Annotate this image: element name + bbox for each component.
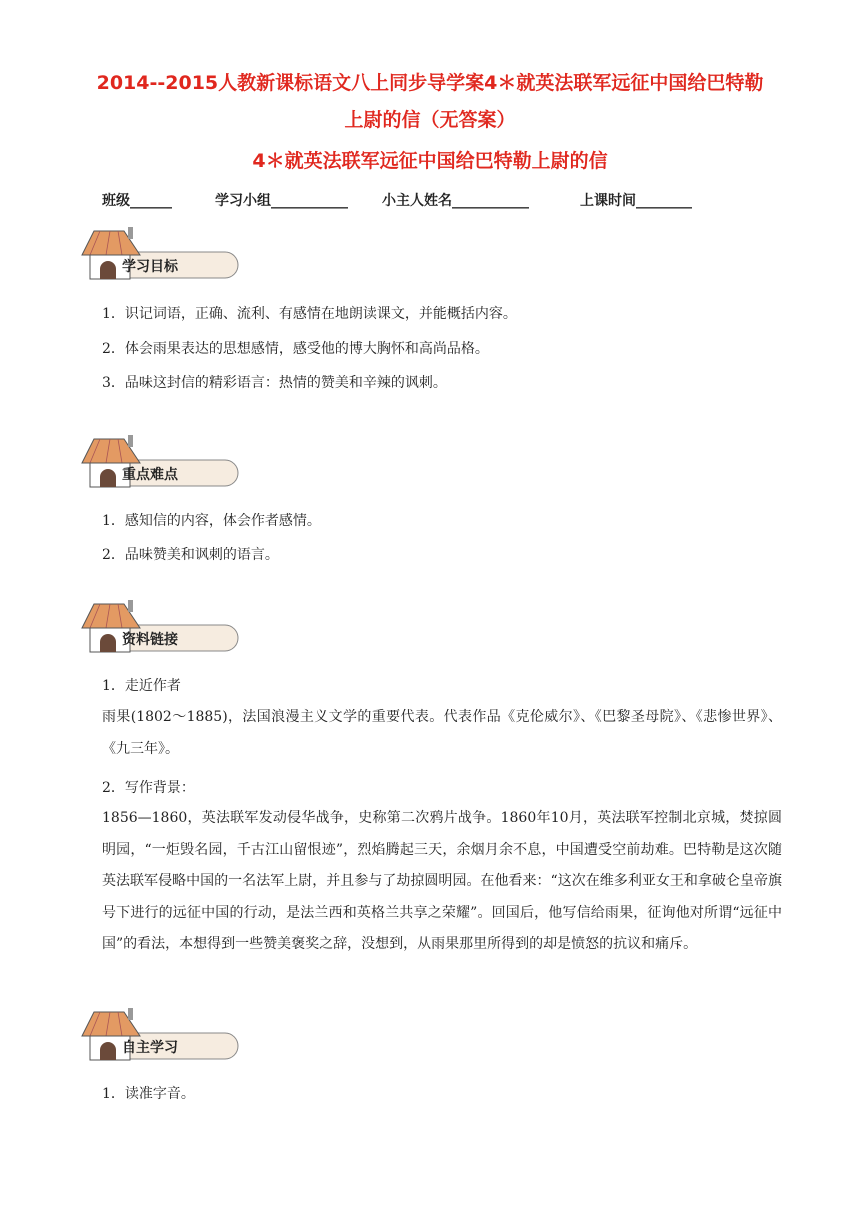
section-heading: 自主学习 <box>122 1040 178 1056</box>
section-badge-self-study <box>80 1006 240 1066</box>
section-heading: 学习目标 <box>122 259 178 275</box>
list-item-title: 2．写作背景： <box>102 780 195 796</box>
study-group-field: 学习小组___________ <box>215 193 348 209</box>
list-item: 2．体会雨果表达的思想感情，感受他的博大胸怀和高尚品格。 <box>102 341 489 357</box>
section-badge-key-points <box>80 433 240 493</box>
list-item: 1．识记词语，正确、流利、有感情在地朗读课文，并能概括内容。 <box>102 306 517 322</box>
class-field: 班级______ <box>102 193 172 209</box>
list-item: 2．品味赞美和讽刺的语言。 <box>102 547 279 563</box>
class-time-field: 上课时间________ <box>580 193 692 209</box>
house-icon <box>80 1006 240 1066</box>
list-item: 1．读准字音。 <box>102 1086 195 1102</box>
house-icon <box>80 433 240 493</box>
document-title-line-2: 上尉的信（无答案） <box>344 109 516 131</box>
document-title-line-1: 2014--2015人教新课标语文八上同步导学案4＊就英法联军远征中国给巴特勒 <box>96 72 764 94</box>
section-heading: 重点难点 <box>122 467 178 483</box>
list-item-title: 1．走近作者 <box>102 678 181 694</box>
list-item: 1．感知信的内容，体会作者感情。 <box>102 513 321 529</box>
house-icon <box>80 598 240 658</box>
author-paragraph: 雨果(1802～1885)，法国浪漫主义文学的重要代表。代表作品《克伦威尔》、《巴黎圣母院》、《悲惨世界》、《九三年》。 <box>102 709 782 757</box>
section-heading: 资料链接 <box>122 632 178 648</box>
section-badge-goals <box>80 225 240 285</box>
background-paragraph: 1856—1860，英法联军发动侵华战争，史称第二次鸦片战争。1860年10月，英法联军控制北京城，焚掠圆明园，“一炬毁名园，千古江山留恨迹”，烈焰腾起三天，余烟月余不息，中国遭受空前劫难。巴特勒是这次随英法联军侵略中国的一名法军上尉，并且参与了劫掠圆明园。在他看来：“这次在维多利亚女王和拿破仑皇帝旗号下进行的远征中国的行动，是法兰西和英格兰共享之荣耀”。回国后，他写信给雨果，征询他对所谓“远征中国”的看法，本想得到一些赞美褒奖之辞，没想到，从雨果那里所得到的却是愤怒的抗议和痛斥。 <box>102 810 782 952</box>
document-subtitle: 4＊就英法联军远征中国给巴特勒上尉的信 <box>252 150 608 172</box>
owner-name-field: 小主人姓名___________ <box>382 193 529 209</box>
list-item: 3．品味这封信的精彩语言：热情的赞美和辛辣的讽刺。 <box>102 375 447 391</box>
section-badge-materials <box>80 598 240 658</box>
house-icon <box>80 225 240 285</box>
